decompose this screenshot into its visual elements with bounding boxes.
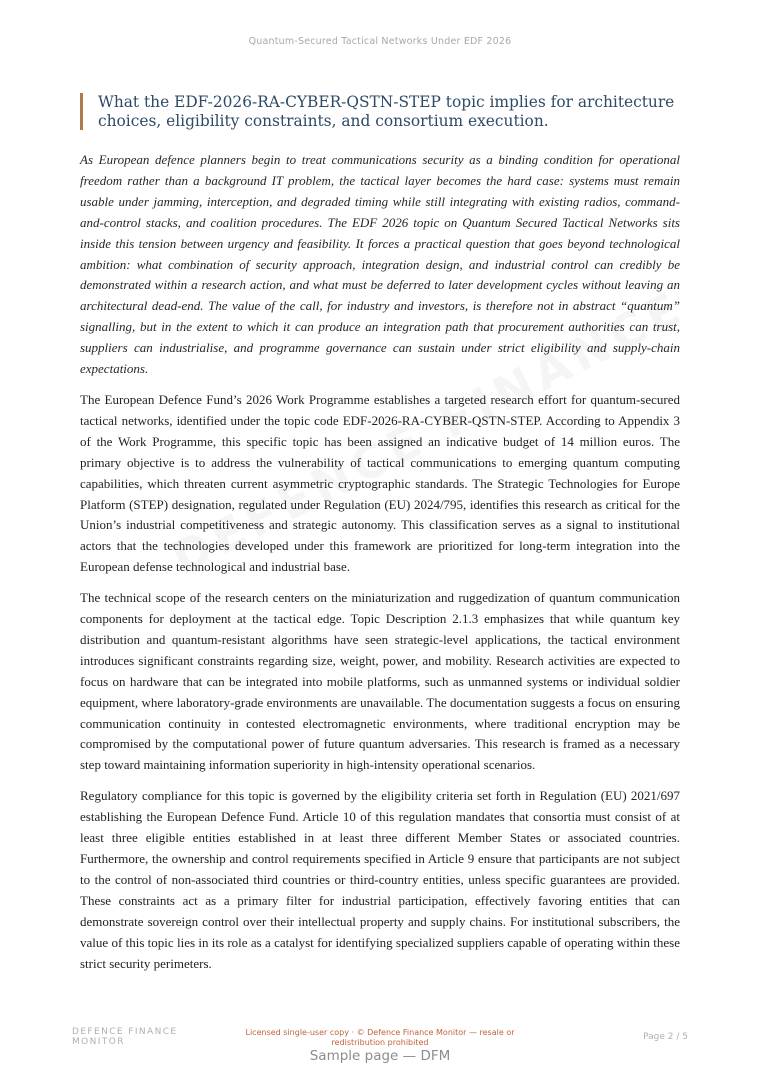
sample-page-label: Sample page — DFM [309, 1048, 451, 1064]
body-paragraph: Regulatory compliance for this topic is governed by the eligibility criteria set forth in Regulation (EU) 2021/697 establishing the European Defence Fund. Article 10 of this regulation mandates that consortia must consist of at least three eligible entities established in at least three different Member States or associated countries. Furthermore, the ownership and control requirements specified in Article 9 ensure that participants are not subject to the control of non-associated third countries or third-country entities, unless specific guarantees are provided. These constraints act as a primary filter for industrial participation, effectively favoring entities that can demonstrate sovereign control over their intellectual property and supply chains. For institutional subscribers, the value of this topic lies in its role as a catalyst for identifying specialized suppliers capable of operating within these strict security perimeters. [80, 788, 680, 971]
pull-quote: What the EDF-2026-RA-CYBER-QSTN-STEP topic implies for architecture choices, eligibility constraints, and consortium execution. [80, 93, 698, 130]
footer-brand-line: MONITOR [72, 1037, 125, 1047]
footer-brand [72, 1027, 177, 1047]
lead-paragraph: As European defence planners begin to treat communications security as a binding condition for operational freedom rather than a background IT problem, the tactical layer becomes the hard case: systems must remain usable under jamming, interception, and degraded timing while still integrating with existing radios, command-and-control stacks, and coalition procedures. The EDF 2026 topic on Quantum Secured Tactical Networks sits inside this tension between urgency and feasibility. It forces a practical question that goes beyond technological ambition: what combination of security approach, integration design, and industrial control can credibly be demonstrated within a research action, and what must be deferred to later development cycles without leaving an architectural dead-end. The value of the call, for industry and investors, is therefore not in abstract “quantum” signalling, but in the extent to which it can produce an integration path that procurement authorities can trust, suppliers can industrialise, and programme governance can sustain under strict eligibility and supply-chain expectations. [80, 152, 680, 377]
footer-brand-line: DEFENCE FINANCE [72, 1027, 178, 1037]
body-paragraph: The European Defence Fund’s 2026 Work Programme establishes a targeted research effort for quantum-secured tactical networks, identified under the topic code EDF-2026-RA-CYBER-QSTN-STEP. According to Appendix 3 of the Work Programme, this specific topic has been assigned an indicative budget of 14 million euros. The primary objective is to address the vulnerability of tactical communications to emerging quantum computing capabilities, which threaten current asymmetric cryptographic standards. The Strategic Technologies for Europe Platform (STEP) designation, regulated under Regulation (EU) 2024/795, identifies this research as critical for the Union’s industrial competitiveness and strategic autonomy. This classification serves as a signal to institutional actors that the technologies developed under this framework are prioritized for long-term integration into the European defense technological and industrial base. [80, 391, 680, 575]
running-header: Quantum-Secured Tactical Networks Under EDF 2026 [248, 36, 512, 47]
body-paragraph: The technical scope of the research centers on the miniaturization and ruggedization of quantum communication components for deployment at the tactical edge. Topic Description 2.1.3 emphasizes that while quantum key distribution and quantum-resistant algorithms have seen strategic-level applications, the tactical environment introduces significant constraints regarding size, weight, power, and mobility. Research activities are expected to focus on hardware that can be integrated into mobile platforms, such as unmanned systems or individual soldier equipment, where laboratory-grade environments are unavailable. The documentation suggests a focus on ensuring communication continuity in contested electromagnetic environments, where traditional encryption may be compromised by the computational power of future quantum adversaries. This research is framed as a necessary step toward maintaining information superiority in high-intensity operational scenarios. [80, 590, 680, 773]
footer-license: Licensed single-user copy · © Defence Finance Monitor — resale or redistribution prohibited [245, 1028, 515, 1047]
article-body [80, 150, 680, 984]
page-number: Page 2 / 5 [643, 1032, 688, 1042]
